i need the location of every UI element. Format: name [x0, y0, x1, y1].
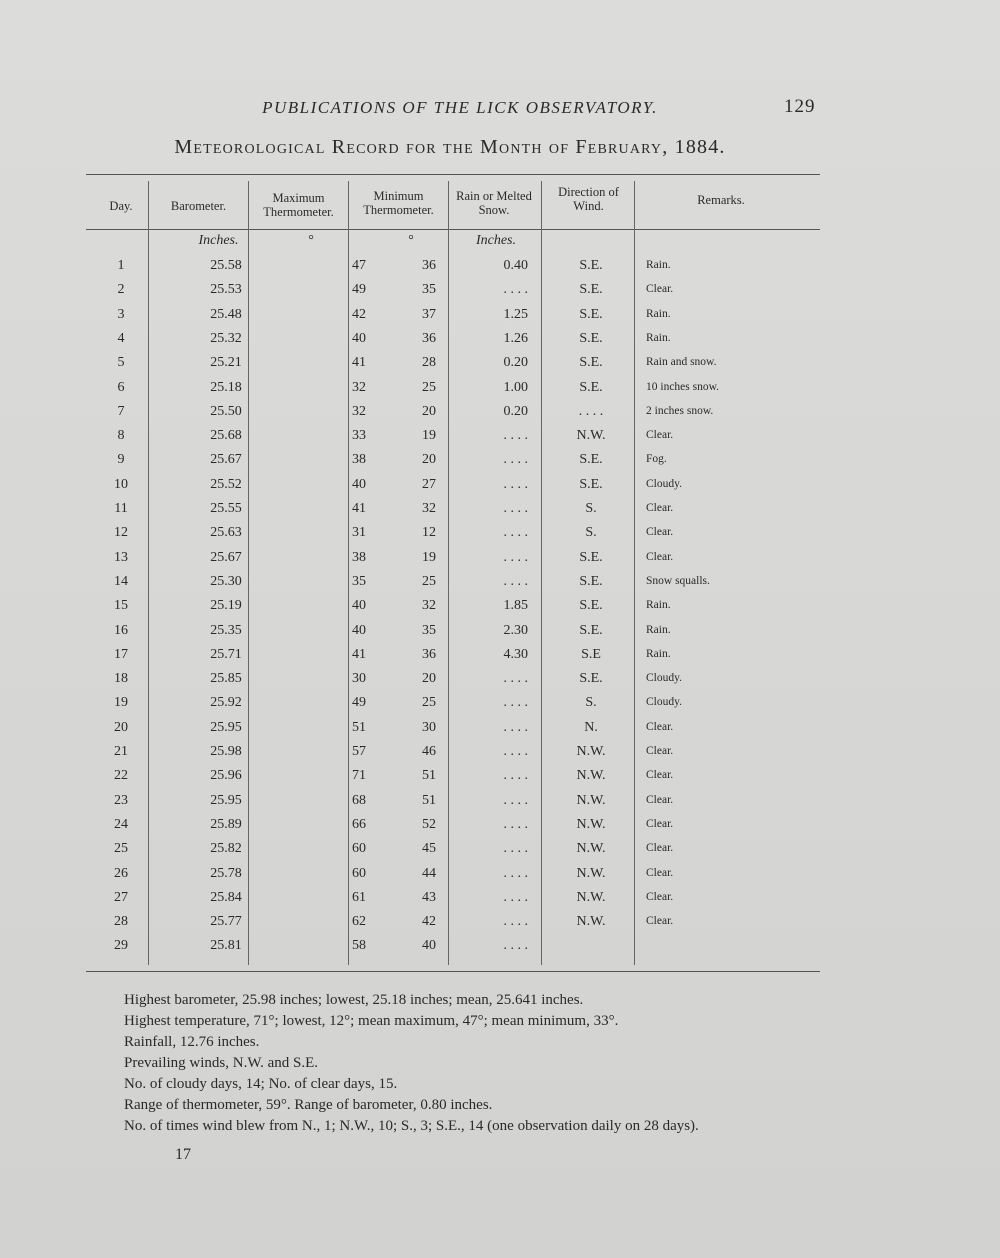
cell-day: 4 [117, 330, 125, 346]
cell-rain: . . . . [503, 865, 528, 881]
cell-bar: 25.95 [210, 792, 242, 808]
cell-max: 41 [352, 355, 366, 371]
table-row [86, 522, 820, 546]
cell-bar: 25.89 [210, 816, 242, 832]
cell-max: 60 [352, 865, 366, 881]
unit-barometer: Inches. [198, 233, 239, 248]
cell-day: 28 [114, 914, 128, 930]
table-row [86, 741, 820, 765]
cell-min: 37 [422, 306, 436, 322]
cell-wind: S.E. [579, 355, 603, 371]
cell-max: 71 [352, 768, 366, 784]
cell-min: 32 [422, 598, 436, 614]
cell-bar: 25.96 [210, 768, 242, 784]
table-row [86, 328, 820, 352]
cell-rem: Rain. [646, 307, 671, 320]
cell-max: 32 [352, 403, 366, 419]
cell-day: 27 [114, 889, 128, 905]
cell-min: 30 [422, 719, 436, 735]
table-row [86, 765, 820, 789]
cell-wind: S.E. [579, 573, 603, 589]
cell-rem: Cloudy. [646, 672, 682, 685]
cell-rem: Clear. [646, 915, 674, 928]
cell-min: 25 [422, 695, 436, 711]
table-row [86, 887, 820, 911]
cell-rain: . . . . [503, 695, 528, 711]
cell-rem: Clear. [646, 526, 674, 539]
cell-min: 42 [422, 914, 436, 930]
cell-wind: S.E. [579, 671, 603, 687]
cell-max: 66 [352, 816, 366, 832]
cell-day: 5 [117, 355, 125, 371]
cell-rain: 0.40 [503, 258, 528, 273]
cell-min: 25 [422, 573, 436, 589]
cell-min: 36 [422, 330, 436, 346]
cell-bar: 25.48 [210, 306, 242, 322]
page-title: Meteorological Record for the Month of February, 1884. [174, 136, 726, 158]
cell-min: 36 [422, 646, 436, 662]
cell-rain: . . . . [503, 282, 528, 298]
cell-rain: . . . . [503, 549, 528, 565]
cell-rain: 1.00 [503, 379, 528, 395]
cell-max: 33 [352, 428, 366, 444]
cell-max: 61 [352, 889, 366, 905]
cell-day: 17 [114, 646, 128, 662]
cell-rem: Clear. [646, 550, 674, 563]
page-number: 129 [784, 96, 816, 117]
cell-min: 40 [422, 938, 436, 954]
table-row [86, 838, 820, 862]
cell-rem: Fog. [646, 453, 667, 466]
cell-max: 38 [352, 549, 366, 565]
cell-rain: . . . . [503, 501, 528, 516]
cell-min: 35 [422, 282, 436, 298]
cell-bar: 25.71 [210, 646, 242, 662]
cell-bar: 25.78 [210, 865, 242, 881]
cell-wind: N.W. [576, 865, 606, 881]
cell-min: 43 [422, 889, 436, 905]
cell-bar: 25.18 [210, 379, 242, 395]
cell-wind: N.W. [576, 768, 606, 784]
cell-rem: Snow squalls. [646, 574, 710, 587]
cell-wind: N.W. [576, 889, 606, 905]
unit-max: ° [308, 233, 314, 248]
table-row [86, 377, 820, 401]
cell-rain: . . . . [503, 768, 528, 784]
cell-rem: Rain. [646, 623, 671, 636]
cell-wind: N.W. [576, 816, 606, 832]
cell-bar: 25.50 [210, 403, 242, 419]
cell-min: 51 [422, 792, 436, 808]
cell-max: 68 [352, 792, 366, 808]
cell-rem: 2 inches snow. [646, 404, 714, 417]
cell-wind: N.W. [576, 841, 606, 857]
table-row [86, 717, 820, 741]
cell-min: 19 [422, 549, 436, 565]
summary-line: No. of times wind blew from N., 1; N.W., 10; S., 3; S.E., 14 (one observation daily on 28 days). [124, 1118, 699, 1134]
cell-rain: . . . . [503, 525, 528, 541]
cell-day: 25 [114, 841, 128, 857]
cell-rain: 1.26 [503, 330, 528, 346]
cell-bar: 25.68 [210, 428, 242, 444]
cell-rain: . . . . [503, 938, 528, 954]
col-header-min-thermometer: Minimum Thermometer. [363, 189, 434, 217]
cell-bar: 25.53 [210, 282, 242, 298]
cell-day: 21 [114, 744, 128, 759]
cell-day: 22 [114, 768, 128, 784]
cell-bar: 25.95 [210, 719, 242, 735]
cell-max: 40 [352, 598, 366, 614]
cell-day: 13 [114, 549, 128, 565]
table-row [86, 304, 820, 328]
cell-day: 10 [114, 476, 128, 492]
cell-min: 32 [422, 501, 436, 516]
cell-rain: . . . . [503, 719, 528, 735]
cell-rain: . . . . [503, 744, 528, 759]
cell-day: 18 [114, 671, 128, 687]
cell-wind: S.E. [579, 330, 603, 346]
cell-bar: 25.55 [210, 501, 242, 516]
table-row [86, 547, 820, 571]
cell-day: 9 [117, 452, 125, 468]
cell-rain: . . . . [503, 792, 528, 808]
cell-wind: N.W. [576, 744, 606, 759]
cell-rem: Cloudy. [646, 696, 682, 709]
cell-min: 45 [422, 841, 436, 857]
cell-bar: 25.82 [210, 841, 242, 857]
cell-wind: S.E. [579, 598, 603, 614]
table-row [86, 644, 820, 668]
cell-rain: 2.30 [503, 622, 528, 638]
cell-wind: S.E. [579, 379, 603, 395]
cell-wind: S.E. [579, 452, 603, 468]
cell-min: 25 [422, 379, 436, 395]
cell-min: 51 [422, 768, 436, 784]
cell-rain: 1.25 [503, 306, 528, 322]
cell-rain: . . . . [503, 573, 528, 589]
cell-min: 20 [422, 452, 436, 468]
table-row [86, 571, 820, 595]
summary-block [124, 990, 824, 1137]
table-row [86, 352, 820, 376]
summary-line: Prevailing winds, N.W. and S.E. [124, 1055, 319, 1071]
cell-wind: S.E. [579, 282, 603, 298]
cell-day: 15 [114, 598, 128, 614]
cell-max: 40 [352, 622, 366, 638]
cell-min: 46 [422, 744, 436, 759]
cell-rem: Rain. [646, 599, 671, 612]
cell-wind: N.W. [576, 792, 606, 808]
cell-wind: N. [584, 719, 598, 735]
summary-line: Highest temperature, 71°; lowest, 12°; mean maximum, 47°; mean minimum, 33°. [124, 1013, 619, 1029]
table-row [86, 425, 820, 449]
table-row [86, 935, 820, 959]
cell-bar: 25.19 [210, 598, 242, 614]
cell-bar: 25.81 [210, 938, 242, 954]
cell-bar: 25.77 [210, 914, 242, 930]
cell-day: 26 [114, 865, 128, 881]
meteorological-table [86, 174, 820, 972]
cell-day: 19 [114, 695, 128, 711]
unit-min: ° [408, 233, 414, 248]
cell-min: 36 [422, 258, 436, 273]
cell-rain: . . . . [503, 452, 528, 468]
cell-day: 3 [117, 306, 125, 322]
cell-day: 2 [117, 282, 125, 298]
cell-bar: 25.67 [210, 549, 242, 565]
cell-wind: S.E. [579, 549, 603, 565]
cell-day: 6 [117, 379, 125, 395]
table-header [86, 175, 820, 230]
unit-rain: Inches. [475, 233, 517, 248]
cell-bar: 25.84 [210, 889, 242, 905]
table-row [86, 595, 820, 619]
cell-rain: . . . . [503, 671, 528, 687]
cell-min: 52 [422, 816, 436, 832]
signature-mark: 17 [175, 1146, 191, 1163]
cell-wind: S.E [581, 646, 601, 662]
col-header-day: Day. [109, 199, 133, 213]
cell-rain: 1.85 [503, 598, 528, 614]
cell-day: 20 [114, 719, 128, 735]
table-row [86, 255, 820, 279]
cell-max: 41 [352, 501, 366, 516]
cell-min: 12 [422, 525, 436, 541]
cell-day: 1 [117, 258, 125, 273]
cell-rain: 0.20 [503, 355, 528, 371]
cell-min: 20 [422, 671, 436, 687]
summary-line: Range of thermometer, 59°. Range of barometer, 0.80 inches. [124, 1097, 493, 1113]
table-row [86, 692, 820, 716]
cell-max: 57 [352, 744, 366, 759]
table-row [86, 401, 820, 425]
cell-rem: Clear. [646, 817, 674, 830]
cell-max: 42 [352, 306, 366, 322]
col-header-remarks: Remarks. [697, 193, 745, 207]
cell-day: 12 [114, 525, 128, 541]
cell-bar: 25.85 [210, 671, 242, 687]
cell-max: 49 [352, 282, 366, 298]
cell-rem: Cloudy. [646, 477, 682, 490]
cell-max: 35 [352, 573, 366, 589]
table-row [86, 498, 820, 522]
summary-line: No. of cloudy days, 14; No. of clear days, 15. [124, 1076, 398, 1092]
col-header-barometer: Barometer. [170, 199, 227, 213]
cell-bar: 25.52 [210, 476, 242, 492]
cell-rain: . . . . [503, 841, 528, 857]
units-row [86, 231, 820, 257]
cell-rain: . . . . [503, 889, 528, 905]
cell-rem: Clear. [646, 842, 674, 855]
cell-rem: 10 inches snow. [646, 380, 720, 393]
cell-max: 31 [352, 525, 366, 541]
table-row [86, 863, 820, 887]
cell-day: 11 [114, 501, 128, 516]
cell-max: 40 [352, 330, 366, 346]
cell-rem: Clear. [646, 793, 674, 806]
table-row [86, 279, 820, 303]
cell-day: 14 [114, 573, 128, 589]
cell-max: 62 [352, 914, 366, 930]
cell-rem: Clear. [646, 769, 674, 782]
cell-bar: 25.58 [210, 258, 242, 273]
cell-bar: 25.35 [210, 622, 242, 638]
cell-bar: 25.21 [210, 355, 242, 371]
cell-day: 24 [114, 816, 128, 832]
col-header-max-thermometer: Maximum Thermometer. [263, 191, 334, 219]
cell-max: 51 [352, 719, 366, 735]
cell-min: 20 [422, 403, 436, 419]
cell-max: 30 [352, 671, 366, 687]
cell-min: 35 [422, 622, 436, 638]
cell-rem: Clear. [646, 502, 674, 514]
table-row [86, 790, 820, 814]
cell-wind: S.E. [579, 306, 603, 322]
cell-min: 27 [422, 476, 436, 492]
cell-rain: 0.20 [503, 403, 528, 419]
cell-rain: . . . . [503, 428, 528, 444]
table-row [86, 474, 820, 498]
cell-bar: 25.92 [210, 695, 242, 711]
cell-wind: S. [585, 525, 597, 541]
cell-wind: S. [585, 501, 597, 516]
cell-wind: S.E. [579, 622, 603, 638]
summary-line: Rainfall, 12.76 inches. [124, 1034, 260, 1050]
cell-wind: . . . . [578, 403, 604, 419]
cell-rem: Rain. [646, 331, 671, 344]
cell-rem: Clear. [646, 890, 674, 903]
cell-rain: 4.30 [503, 646, 528, 662]
cell-wind: N.W. [576, 914, 606, 930]
cell-max: 47 [352, 258, 366, 273]
summary-line: Highest barometer, 25.98 inches; lowest, 25.18 inches; mean, 25.641 inches. [124, 992, 584, 1008]
cell-rem: Rain and snow. [646, 356, 717, 369]
cell-bar: 25.63 [210, 525, 242, 541]
table-row [86, 449, 820, 473]
cell-rem: Rain. [646, 647, 671, 660]
table-row [86, 668, 820, 692]
col-header-rain: Rain or Melted Snow. [456, 189, 532, 217]
table-row [86, 814, 820, 838]
cell-wind: S.E. [579, 476, 603, 492]
cell-day: 23 [114, 792, 128, 808]
cell-rem: Clear. [646, 866, 674, 879]
table-row [86, 620, 820, 644]
cell-rain: . . . . [503, 816, 528, 832]
table-row [86, 911, 820, 935]
col-header-wind: Direction of Wind. [558, 185, 619, 213]
cell-bar: 25.67 [210, 452, 242, 468]
cell-max: 38 [352, 452, 366, 468]
cell-wind: S.E. [579, 258, 603, 273]
cell-wind: N.W. [576, 428, 606, 444]
cell-bar: 25.30 [210, 573, 242, 589]
cell-max: 32 [352, 379, 366, 395]
cell-rem: Clear. [646, 720, 674, 733]
cell-max: 60 [352, 841, 366, 857]
cell-day: 7 [117, 403, 125, 419]
cell-min: 28 [422, 355, 436, 371]
cell-max: 58 [352, 938, 366, 954]
cell-day: 16 [114, 622, 128, 638]
cell-bar: 25.32 [210, 330, 242, 346]
cell-rem: Rain. [646, 259, 671, 271]
cell-day: 29 [114, 938, 128, 954]
cell-max: 40 [352, 476, 366, 492]
cell-bar: 25.98 [210, 744, 242, 759]
cell-rain: . . . . [503, 476, 528, 492]
cell-wind: S. [585, 695, 597, 711]
cell-rem: Clear. [646, 429, 674, 442]
cell-rem: Clear. [646, 283, 674, 296]
cell-rain: . . . . [503, 914, 528, 930]
cell-max: 41 [352, 646, 366, 662]
cell-rem: Clear. [646, 745, 674, 757]
cell-max: 49 [352, 695, 366, 711]
running-head: PUBLICATIONS OF THE LICK OBSERVATORY. [262, 98, 658, 117]
cell-min: 44 [422, 865, 436, 881]
cell-day: 8 [117, 428, 125, 444]
cell-min: 19 [422, 428, 436, 444]
